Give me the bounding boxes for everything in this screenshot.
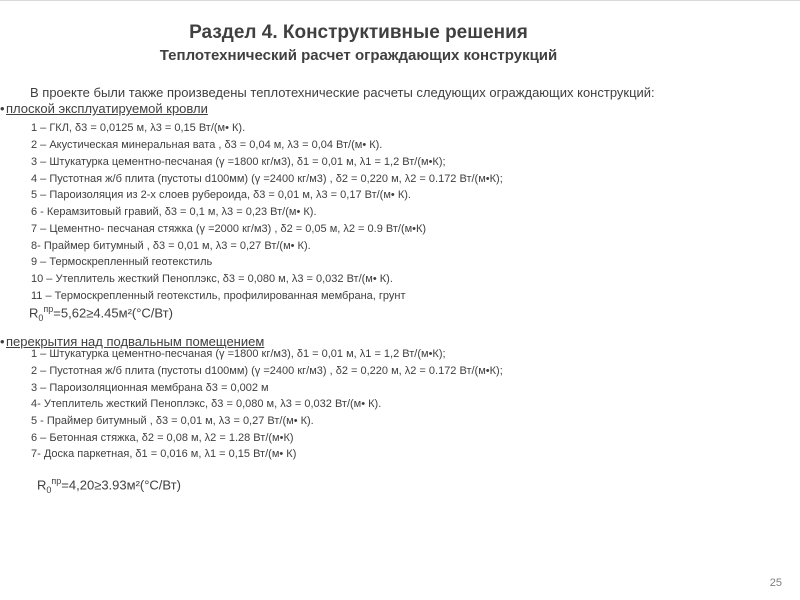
intro-paragraph: В проекте были также произведены теплотехнические расчеты следующих ограждающих конструкций: [30, 85, 655, 100]
layer-item: 5 – Пароизоляция из 2-х слоев рубероида, δ3 = 0,01 м, λ3 = 0,17 Вт/(м• К). [31, 189, 411, 201]
layer-item: 9 – Термоскрепленный геотекстиль [31, 256, 213, 268]
layer-item: 8- Праймер битумный , δ3 = 0,01 м, λ3 = 0,27 Вт/(м• К). [31, 240, 311, 252]
section-heading-text: перекрытия над подвальным помещением [6, 334, 265, 349]
thermal-resistance-value [37, 476, 181, 495]
section-heading [0, 101, 208, 116]
layer-item: 7 – Цементно- песчаная стяжка (γ =2000 кг/м3) , δ2 = 0,05 м, λ2 = 0.9 Вт/(м•К) [31, 223, 427, 235]
layer-item: 4 – Пустотная ж/б плита (пустоты d100мм) (γ =2400 кг/м3) , δ2 = 0,220 м, λ2 = 0.172 Вт/(м•К); [31, 173, 503, 185]
bullet-icon: • [0, 101, 5, 116]
resistance-superscript: пр [51, 476, 62, 486]
layer-item: 7- Доска паркетная, δ1 = 0,016 м, λ1 = 0,15 Вт/(м• К) [31, 448, 297, 460]
section-heading-text: плоской эксплуатируемой кровли [6, 101, 208, 116]
layer-item: 4- Утеплитель жесткий Пеноплэкс, δ3 = 0,080 м, λ3 = 0,032 Вт/(м• К). [31, 398, 382, 410]
resistance-value: =5,62≥4.45м²(°С/Вт) [53, 305, 173, 321]
layer-item: 1 – ГКЛ, δ3 = 0,0125 м, λ3 = 0,15 Вт/(м• К). [31, 122, 246, 134]
layer-item: 6 - Керамзитовый гравий, δ3 = 0,1 м, λ3 = 0,23 Вт/(м• К). [31, 206, 317, 218]
top-divider [0, 0, 800, 1]
slide-subtitle: Теплотехнический расчет ограждающих конструкций [159, 47, 558, 64]
layer-item: 11 – Термоскрепленный геотекстиль, профилированная мембрана, грунт [31, 290, 406, 302]
layer-item: 1 – Штукатурка цементно-песчаная (γ =1800 кг/м3), δ1 = 0,01 м, λ1 = 1,2 Вт/(м•К); [31, 348, 446, 360]
layer-item: 10 – Утеплитель жесткий Пеноплэкс, δ3 = 0,080 м, λ3 = 0,032 Вт/(м• К). [31, 273, 393, 285]
layer-item: 6 – Бетонная стяжка, δ2 = 0,08 м, λ2 = 1.28 Вт/(м•К) [31, 432, 294, 444]
section-basement-floor [0, 334, 800, 494]
page-number: 25 [769, 577, 782, 589]
resistance-subscript: 0 [46, 484, 52, 495]
resistance-symbol: R [37, 477, 47, 493]
bullet-icon: • [0, 334, 5, 349]
resistance-superscript: пр [43, 304, 54, 314]
resistance-subscript: 0 [38, 312, 44, 323]
resistance-value: =4,20≥3.93м²(°С/Вт) [61, 477, 181, 493]
layer-item: 3 – Штукатурка цементно-песчаная (γ =1800 кг/м3), δ1 = 0,01 м, λ1 = 1,2 Вт/(м•К); [31, 156, 446, 168]
slide-title: Раздел 4. Конструктивные решения [189, 22, 528, 43]
layer-item: 3 – Пароизоляционная мембрана δ3 = 0,002 м [31, 382, 269, 394]
layer-item: 2 – Акустическая минеральная вата , δ3 = 0,04 м, λ3 = 0,04 Вт/(м• К). [31, 139, 383, 151]
section-flat-roof [0, 101, 800, 321]
resistance-symbol: R [29, 305, 39, 321]
layer-item: 2 – Пустотная ж/б плита (пустоты d100мм) (γ =2400 кг/м3) , δ2 = 0,220 м, λ2 = 0.172 Вт/(м•К); [31, 365, 503, 377]
thermal-resistance-value [29, 304, 173, 323]
section-heading [0, 334, 264, 349]
layer-item: 5 - Праймер битумный , δ3 = 0,01 м, λ3 = 0,27 Вт/(м• К). [31, 415, 314, 427]
